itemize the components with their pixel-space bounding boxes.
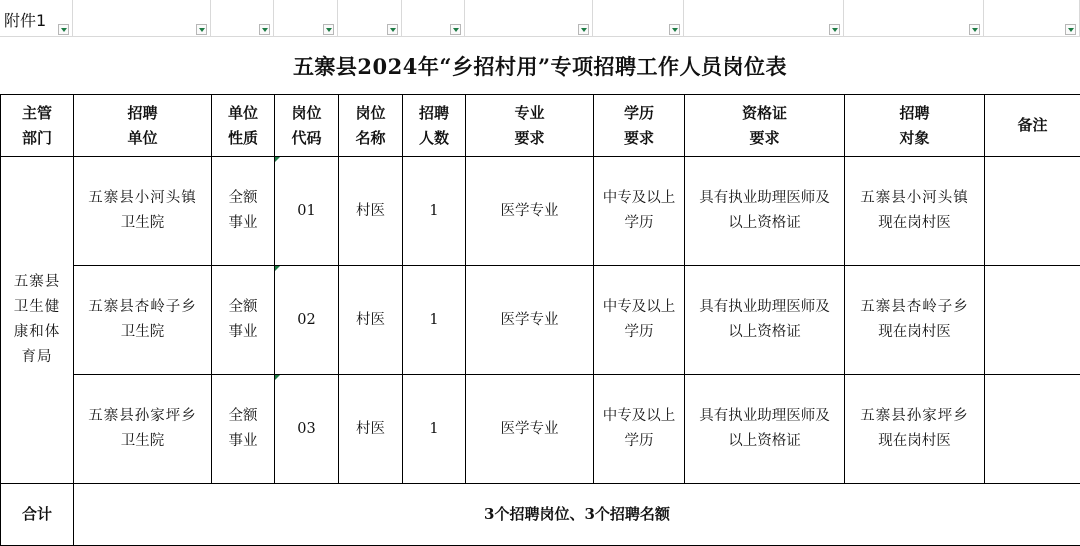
edu-cell[interactable]: 中专及以上 学历 bbox=[594, 266, 685, 375]
header-name[interactable]: 岗位 名称 bbox=[339, 95, 403, 157]
filter-cell bbox=[402, 0, 465, 36]
header-nature[interactable]: 单位 性质 bbox=[212, 95, 275, 157]
header-row bbox=[1, 95, 1080, 157]
header-edu[interactable]: 学历 要求 bbox=[594, 95, 685, 157]
filter-dropdown-icon[interactable] bbox=[58, 24, 69, 35]
cert-cell[interactable]: 具有执业助理医师及 以上资格证 bbox=[685, 266, 845, 375]
nature-cell[interactable]: 全额 事业 bbox=[212, 157, 275, 266]
header-dept[interactable]: 主管 部门 bbox=[1, 95, 74, 157]
filter-cell bbox=[465, 0, 593, 36]
code-cell[interactable]: 02 bbox=[275, 266, 339, 375]
unit-cell[interactable]: 五寨县杏岭子乡 卫生院 bbox=[74, 266, 212, 375]
filter-dropdown-icon[interactable] bbox=[1065, 24, 1076, 35]
cert-cell[interactable]: 具有执业助理医师及 以上资格证 bbox=[685, 157, 845, 266]
filter-dropdown-icon[interactable] bbox=[969, 24, 980, 35]
table-row bbox=[1, 375, 1080, 484]
unit-cell[interactable]: 五寨县孙家坪乡 卫生院 bbox=[74, 375, 212, 484]
filter-cell bbox=[73, 0, 211, 36]
note-cell[interactable] bbox=[985, 266, 1080, 375]
header-count[interactable]: 招聘 人数 bbox=[403, 95, 466, 157]
filter-dropdown-icon[interactable] bbox=[387, 24, 398, 35]
page-title: 五寨县2024年“乡招村用”专项招聘工作人员岗位表 bbox=[293, 51, 787, 81]
note-cell[interactable] bbox=[985, 157, 1080, 266]
filter-cell bbox=[684, 0, 844, 36]
filter-dropdown-icon[interactable] bbox=[829, 24, 840, 35]
filter-row bbox=[0, 0, 1080, 36]
filter-cell bbox=[593, 0, 684, 36]
cell-marker-icon bbox=[275, 375, 280, 380]
filter-cell bbox=[274, 0, 338, 36]
filter-dropdown-icon[interactable] bbox=[578, 24, 589, 35]
count-cell[interactable]: 1 bbox=[403, 157, 466, 266]
table-title-row bbox=[0, 36, 1080, 94]
target-cell[interactable]: 五寨县杏岭子乡 现在岗村医 bbox=[845, 266, 985, 375]
major-cell[interactable]: 医学专业 bbox=[466, 375, 594, 484]
filter-cell bbox=[338, 0, 402, 36]
filter-dropdown-icon[interactable] bbox=[259, 24, 270, 35]
nature-cell[interactable]: 全额 事业 bbox=[212, 375, 275, 484]
nature-cell[interactable]: 全额 事业 bbox=[212, 266, 275, 375]
filter-cell bbox=[211, 0, 274, 36]
position-name-cell[interactable]: 村医 bbox=[339, 157, 403, 266]
filter-cell bbox=[0, 0, 73, 36]
attachment-label: 附件1 bbox=[4, 8, 46, 31]
position-name-cell[interactable]: 村医 bbox=[339, 375, 403, 484]
major-cell[interactable]: 医学专业 bbox=[466, 157, 594, 266]
cert-cell[interactable]: 具有执业助理医师及 以上资格证 bbox=[685, 375, 845, 484]
header-major[interactable]: 专业 要求 bbox=[466, 95, 594, 157]
filter-cell bbox=[984, 0, 1080, 36]
code-cell[interactable]: 03 bbox=[275, 375, 339, 484]
filter-dropdown-icon[interactable] bbox=[323, 24, 334, 35]
edu-cell[interactable]: 中专及以上 学历 bbox=[594, 375, 685, 484]
major-cell[interactable]: 医学专业 bbox=[466, 266, 594, 375]
position-name-cell[interactable]: 村医 bbox=[339, 266, 403, 375]
note-cell[interactable] bbox=[985, 375, 1080, 484]
cell-marker-icon bbox=[275, 157, 280, 162]
total-summary-cell[interactable]: 3个招聘岗位、3个招聘名额 bbox=[74, 484, 1080, 546]
department-cell[interactable]: 五寨县 卫生健 康和体 育局 bbox=[1, 157, 74, 484]
edu-cell[interactable]: 中专及以上 学历 bbox=[594, 157, 685, 266]
count-cell[interactable]: 1 bbox=[403, 375, 466, 484]
filter-dropdown-icon[interactable] bbox=[669, 24, 680, 35]
table-row bbox=[1, 157, 1080, 266]
filter-dropdown-icon[interactable] bbox=[196, 24, 207, 35]
total-label-cell[interactable]: 合计 bbox=[1, 484, 74, 546]
code-cell[interactable]: 01 bbox=[275, 157, 339, 266]
target-cell[interactable]: 五寨县小河头镇 现在岗村医 bbox=[845, 157, 985, 266]
header-unit[interactable]: 招聘 单位 bbox=[74, 95, 212, 157]
header-note[interactable]: 备注 bbox=[985, 95, 1080, 157]
table-row bbox=[1, 266, 1080, 375]
total-row bbox=[1, 484, 1080, 546]
header-target[interactable]: 招聘 对象 bbox=[845, 95, 985, 157]
positions-table bbox=[0, 94, 1080, 546]
header-cert[interactable]: 资格证 要求 bbox=[685, 95, 845, 157]
cell-marker-icon bbox=[275, 266, 280, 271]
unit-cell[interactable]: 五寨县小河头镇 卫生院 bbox=[74, 157, 212, 266]
target-cell[interactable]: 五寨县孙家坪乡 现在岗村医 bbox=[845, 375, 985, 484]
filter-dropdown-icon[interactable] bbox=[450, 24, 461, 35]
header-code[interactable]: 岗位 代码 bbox=[275, 95, 339, 157]
count-cell[interactable]: 1 bbox=[403, 266, 466, 375]
filter-cell bbox=[844, 0, 984, 36]
